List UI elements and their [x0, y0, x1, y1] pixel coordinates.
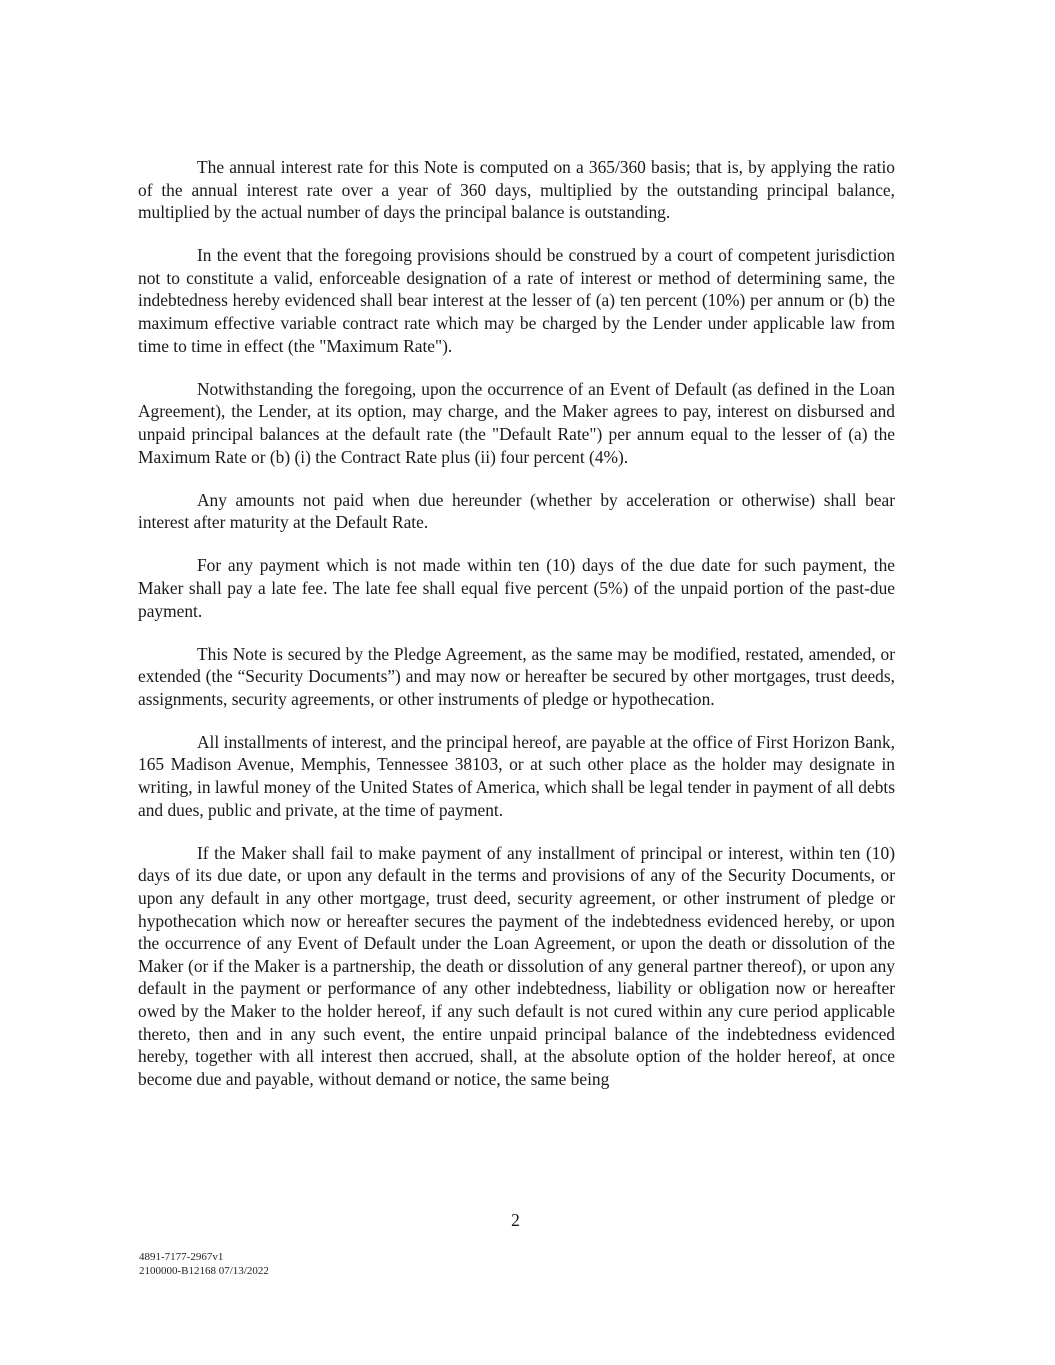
- document-id: 4891-7177-2967v1: [139, 1251, 224, 1263]
- matter-reference: 2100000-B12168 07/13/2022: [139, 1265, 269, 1277]
- paragraph-interest-computation: The annual interest rate for this Note is computed on a 365/360 basis; that is, by applying the ratio of the annual interest rate over a year of 360 days, multiplied by the outstanding principal balance, multiplied by the actual number of days the principal balance is outstanding.: [138, 157, 895, 223]
- paragraph-default-rate: Notwithstanding the foregoing, upon the occurrence of an Event of Default (as defined in the Loan Agreement), the Lender, at its option, may charge, and the Maker agrees to pay, interest on disbursed and unpaid principal balances at the default rate (the "Default Rate") per annum equal to the lesser of (a) the Maximum Rate or (b) (i) the Contract Rate plus (ii) four percent (4%).: [138, 378, 895, 467]
- page-number: 2: [511, 1210, 520, 1230]
- document-body: [138, 156, 895, 1111]
- paragraph-late-fee: For any payment which is not made within ten (10) days of the due date for such payment, the Maker shall pay a late fee. The late fee shall equal five percent (5%) of the unpaid portion of the past-due payment.: [138, 555, 895, 621]
- paragraph-acceleration: If the Maker shall fail to make payment of any installment of principal or interest, within ten (10) days of its due date, or upon any default in the terms and provisions of any of the Security Documents, or upon any default in any other mortgage, trust deed, security agreement, or other instrument of pledge or hypothecation which now or hereafter secures the payment of the indebtedness evidenced hereby, or upon the occurrence of any Event of Default under the Loan Agreement, or upon the death or dissolution of the Maker (or if the Maker is a partnership, the death or dissolution of any general partner thereof), or upon any default in the payment or performance of any other indebtedness, liability or obligation now or hereafter owed by the Maker to the holder hereof, if any such default is not cured within any cure period applicable thereto, then and in any such event, the entire unpaid principal balance of the indebtedness evidenced hereby, together with all interest then accrued, shall, at the absolute option of the holder hereof, at once become due and payable, without demand or notice, the same being: [138, 842, 895, 1089]
- paragraph-security-documents: This Note is secured by the Pledge Agreement, as the same may be modified, restated, amended, or extended (the “Security Documents”) and may now or hereafter be secured by other mortgages, trust deeds, assignments, security agreements, or other instruments of pledge or hypothecation.: [138, 643, 895, 709]
- paragraph-maximum-rate: In the event that the foregoing provisions should be construed by a court of competent jurisdiction not to constitute a valid, enforceable designation of a rate of interest or method of determining same, the indebtedness hereby evidenced shall bear interest at the lesser of (a) ten percent (10%) per annum or (b) the maximum effective variable contract rate which may be charged by the Lender under applicable law from time to time in effect (the "Maximum Rate").: [138, 245, 895, 356]
- paragraph-place-of-payment: All installments of interest, and the principal hereof, are payable at the office of First Horizon Bank, 165 Madison Avenue, Memphis, Tennessee 38103, or at such other place as the holder may designate in writing, in lawful money of the United States of America, which shall be legal tender in payment of all debts and dues, public and private, at the time of payment.: [138, 731, 895, 820]
- document-footer: [139, 1250, 269, 1278]
- paragraph-interest-after-maturity: Any amounts not paid when due hereunder (whether by acceleration or otherwise) shall bear interest after maturity at the Default Rate.: [138, 489, 895, 533]
